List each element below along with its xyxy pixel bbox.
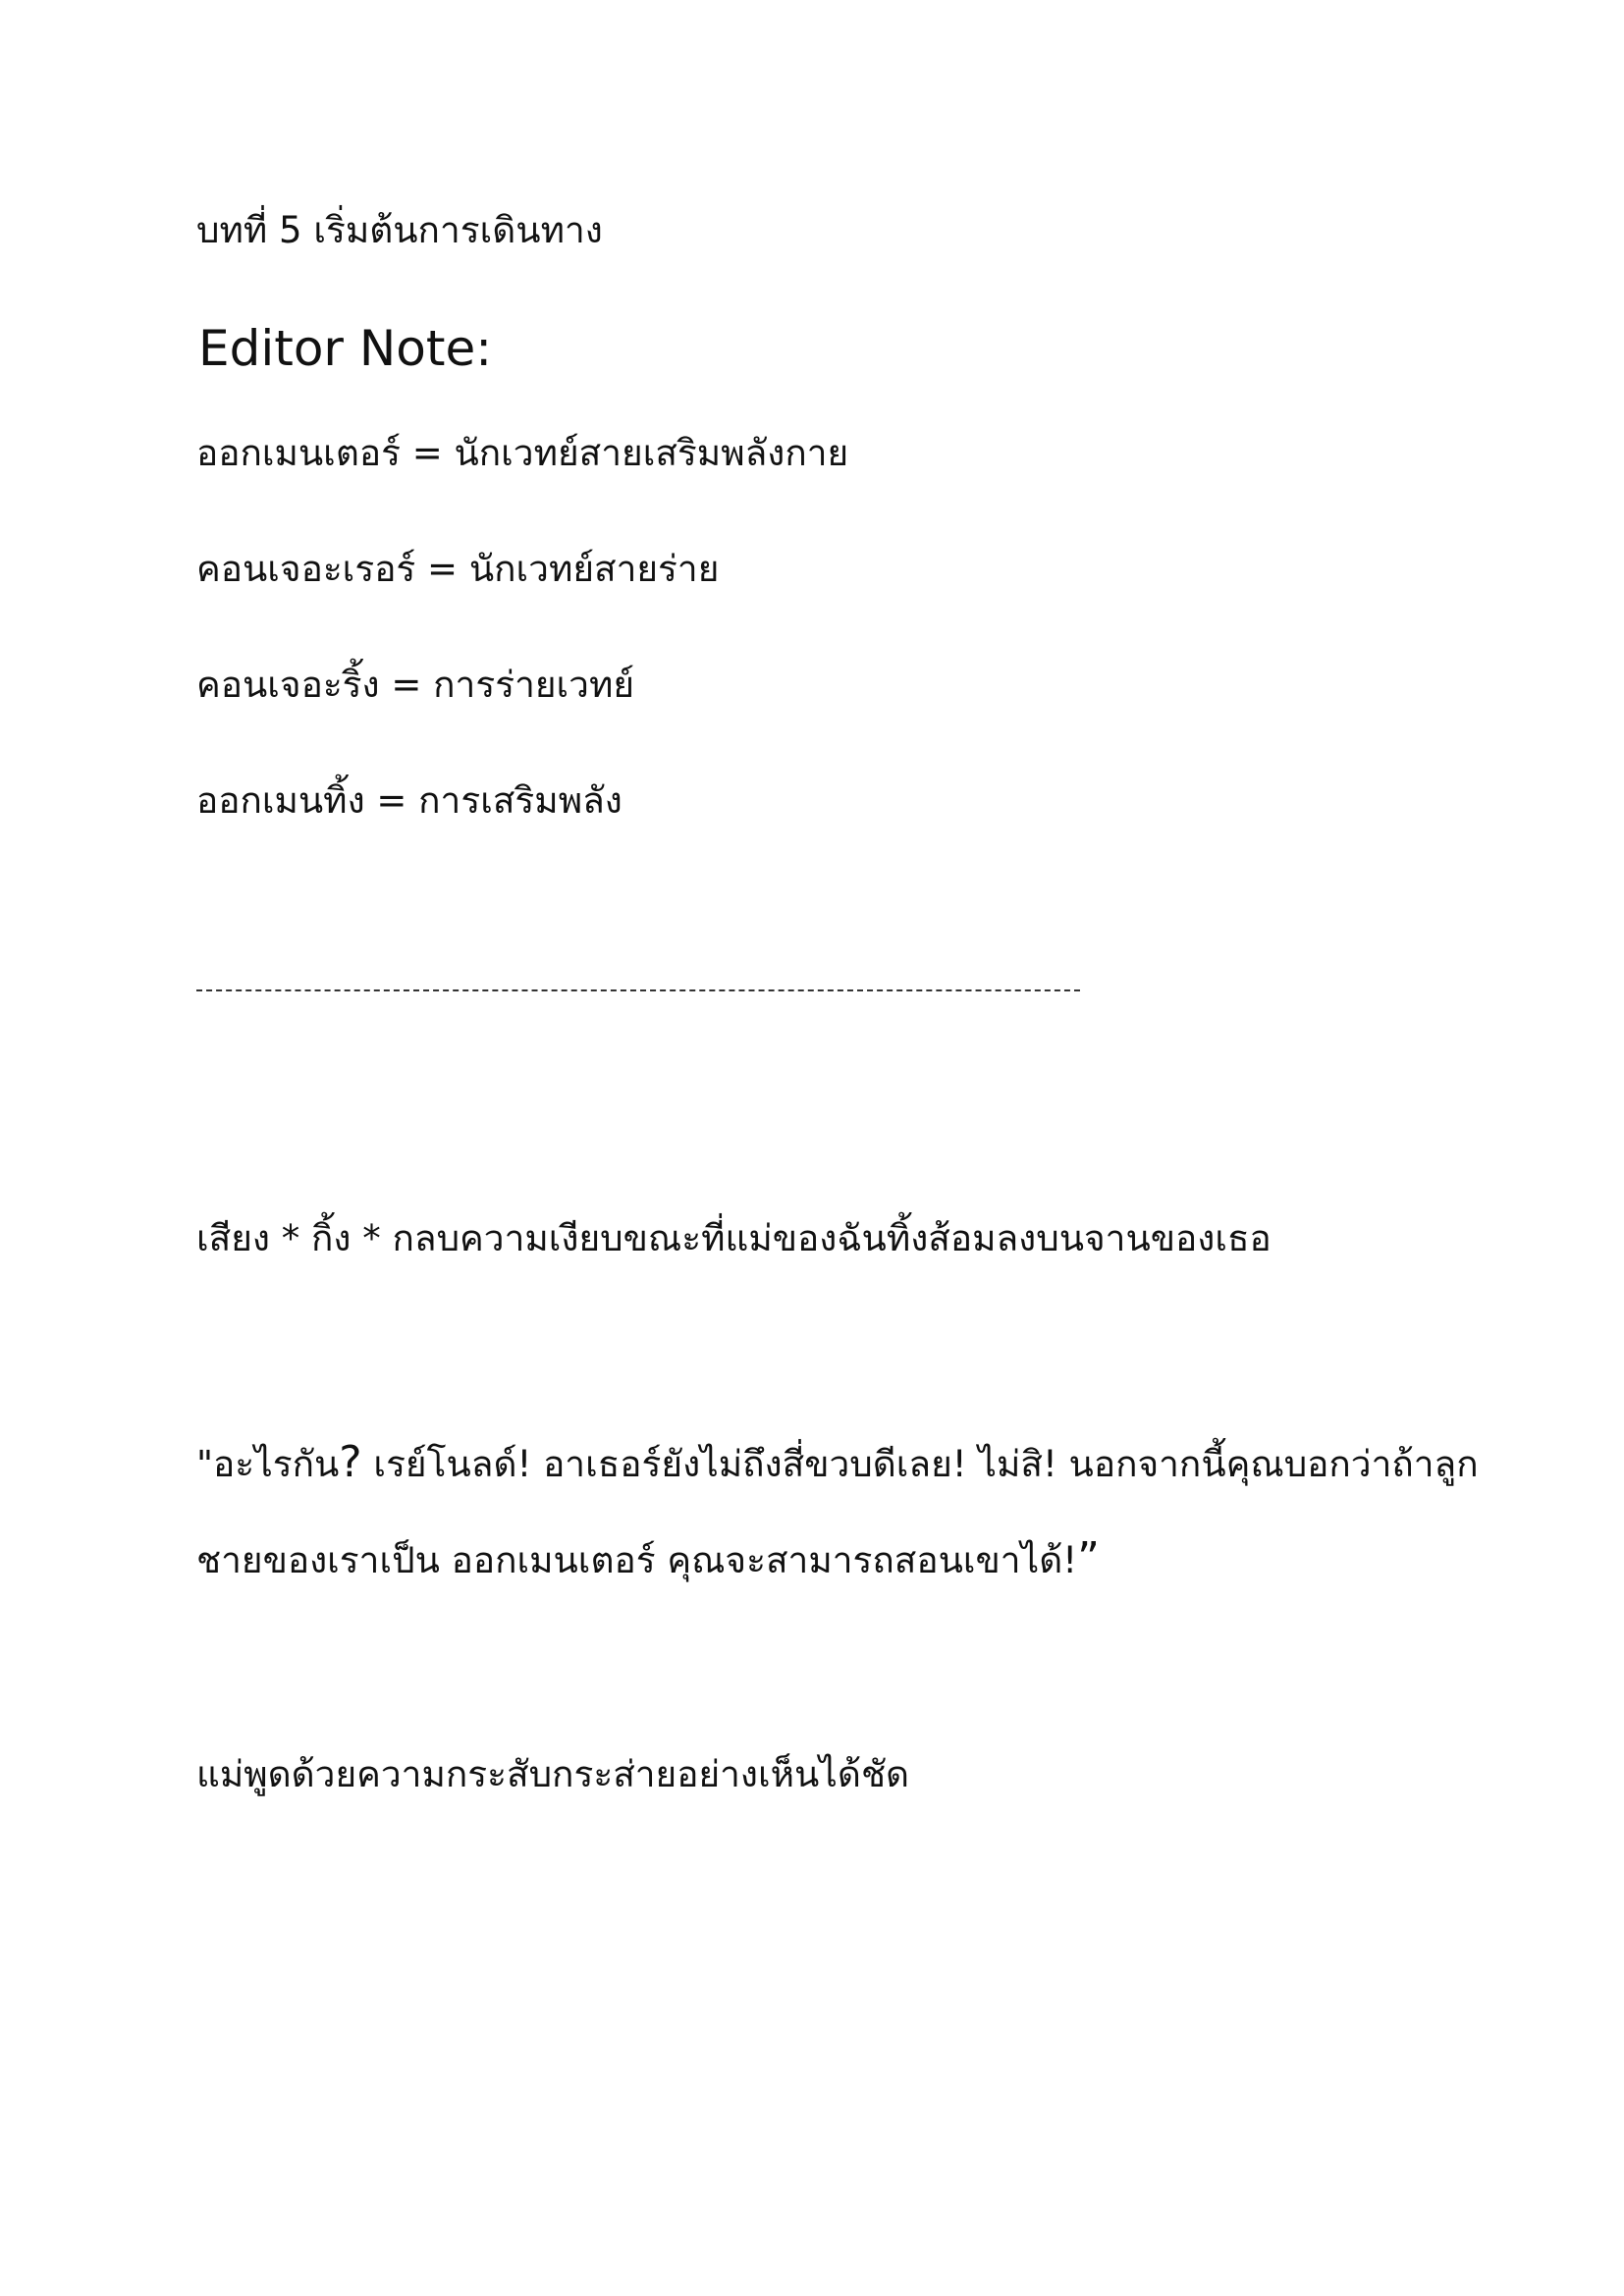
glossary-item-conjuring: คอนเจอะริ้ง = การร่ายเวทย์ — [196, 664, 635, 706]
dialogue-line-1-end: เรย์โนลด์! อาเธอร์ยังไม่ถึงสี่ขวบดีเลย! ไม่สิ! นอกจากนี้คุณบอกว่าถ้าลูก — [361, 1443, 1479, 1485]
glossary-item-conjurer: คอนเจอะเรอร์ = นักเวทย์สายร่าย — [196, 548, 720, 590]
glossary-item-augmenter: ออกเมนเตอร์ = นักเวทย์สายเสริมพลังกาย — [196, 432, 849, 474]
glossary-item-augmenting: ออกเมนทิ้ง = การเสริมพลัง — [196, 779, 623, 822]
dialogue-line-2-start: ชายของเราเป็น ออกเมนเตอร์ คุณจะสามารถสอนเขาได้! — [196, 1539, 1078, 1581]
paragraph-fork-sound: เสียง * กิ้ง * กลบความเงียบขณะที่แม่ของฉันทิ้งส้อมลงบนจานของเธอ — [196, 1217, 1272, 1259]
paragraph-dialogue-line-2 — [196, 1529, 1100, 1590]
dialogue-closing-quote: ” — [1077, 1533, 1100, 1583]
editor-note-heading: Editor Note: — [198, 320, 493, 377]
chapter-title: บทที่ 5 เริ่มต้นการเดินทาง — [196, 209, 603, 251]
dialogue-question-mark: ? — [339, 1437, 362, 1487]
paragraph-dialogue-line-1 — [196, 1433, 1479, 1494]
paragraph-mother-anxious: แม่พูดด้วยความกระสับกระส่ายอย่างเห็นได้ชัด — [196, 1753, 910, 1795]
section-divider — [196, 989, 1080, 991]
dialogue-line-1-start: "อะไรกัน — [196, 1443, 340, 1485]
